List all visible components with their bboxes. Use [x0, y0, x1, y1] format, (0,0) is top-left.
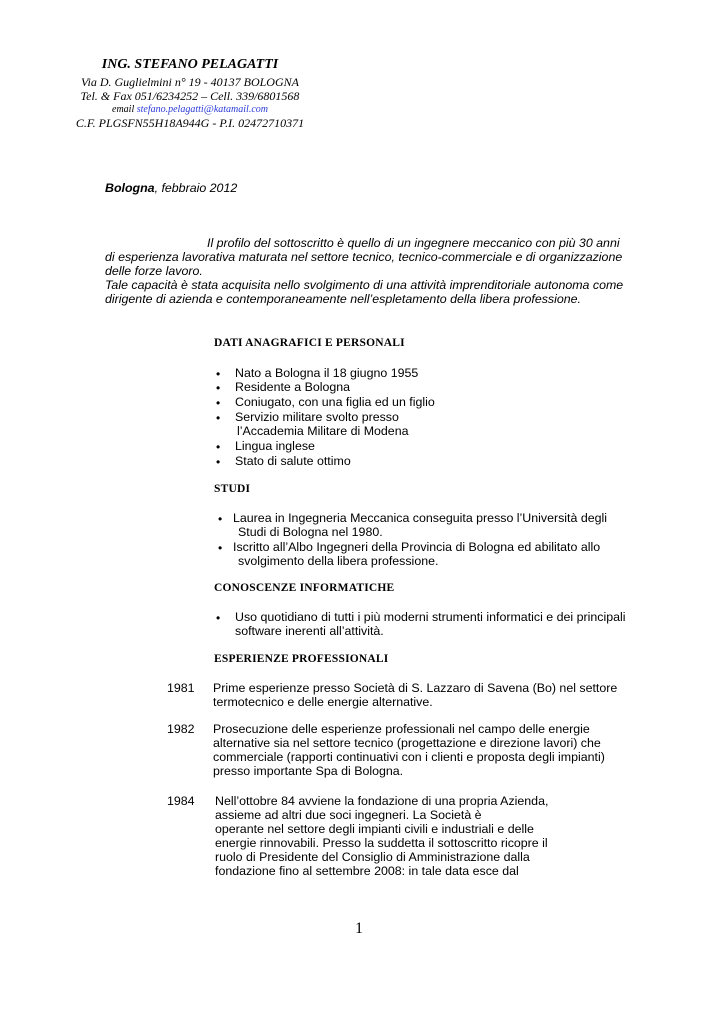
- date-month-year: , febbraio 2012: [154, 181, 238, 195]
- studies-degree-1: Laurea in Ingegneria Meccanica conseguita presso l’Università degli: [233, 511, 608, 525]
- bullet-icon: •: [216, 367, 221, 381]
- email-user[interactable]: stefano.pelagatti: [136, 104, 204, 115]
- personal-military-2: l’Accademia Militare di Modena: [237, 424, 409, 438]
- bullet-icon: •: [216, 381, 221, 395]
- intro-line-3: delle forze lavoro.: [105, 264, 203, 278]
- personal-residence: Residente a Bologna: [235, 380, 351, 394]
- header-name: ING. STEFANO PELAGATTI: [101, 57, 279, 72]
- personal-military-1: Servizio militare svolto presso: [235, 410, 399, 424]
- experience-1982-line-1: Prosecuzione delle esperienze professionali nel campo delle energie: [213, 722, 590, 736]
- experience-1984-line-4: energie rinnovabili. Presso la suddetta il sottoscritto ricopre il: [215, 836, 548, 850]
- personal-health: Stato di salute ottimo: [235, 454, 351, 468]
- experience-year-1982: 1982: [167, 722, 195, 736]
- experience-1984-line-2: assieme ad altri due soci ingegneri. La Società è: [215, 808, 482, 822]
- header-tax-ids: C.F. PLGSFN55H18A944G - P.I. 02472710371: [75, 116, 305, 130]
- experience-1982-line-2: alternative sia nel settore tecnico (progettazione e direzione lavori) che: [213, 736, 601, 750]
- experience-1982-line-3: commerciale (rapporti continuativi con i clienti e proposta degli impianti): [213, 750, 605, 764]
- computing-skills-2: software inerenti all’attività.: [235, 624, 384, 638]
- section-heading-experience: ESPERIENZE PROFESSIONALI: [214, 653, 389, 665]
- email-domain[interactable]: katamail.com: [213, 104, 268, 115]
- personal-birth: Nato a Bologna il 18 giugno 1955: [235, 366, 419, 380]
- experience-1981-line-1: Prime esperienze presso Società di S. Lazzaro di Savena (Bo) nel settore: [213, 681, 618, 695]
- intro-line-1: Il profilo del sottoscritto è quello di un ingegnere meccanico con più 30 anni: [207, 236, 620, 250]
- page-number: 1: [355, 920, 363, 937]
- section-heading-studies: STUDI: [214, 483, 251, 495]
- email-label: email: [112, 104, 135, 115]
- intro-line-5: dirigente di azienda e contemporaneamente nell’espletamento della libera professione.: [105, 292, 581, 306]
- date-city: Bologna: [105, 181, 155, 195]
- personal-marital: Coniugato, con una figlia ed un figlio: [235, 395, 435, 409]
- studies-register-2: svolgimento della libera professione.: [238, 554, 439, 568]
- computing-skills-1: Uso quotidiano di tutti i più moderni strumenti informatici e dei principali: [235, 610, 626, 624]
- bullet-icon: •: [216, 396, 221, 410]
- section-heading-personal: DATI ANAGRAFICI E PERSONALI: [214, 337, 405, 349]
- experience-1984-line-3: operante nel settore degli impianti civili e industriali e delle: [215, 822, 534, 836]
- experience-1981-line-2: termotecnico e delle energie alternative.: [213, 695, 433, 709]
- section-heading-computing: CONOSCENZE INFORMATICHE: [214, 582, 395, 594]
- bullet-icon: •: [216, 455, 221, 469]
- header-phone: Tel. & Fax 051/6234252 – Cell. 339/6801568: [80, 89, 300, 103]
- experience-1984-line-1: Nell’ottobre 84 avviene la fondazione di una propria Azienda,: [215, 794, 549, 808]
- personal-language: Lingua inglese: [235, 439, 315, 453]
- bullet-icon: •: [216, 611, 221, 625]
- bullet-icon: •: [218, 512, 223, 526]
- intro-line-4: Tale capacità è stata acquisita nello svolgimento di una attività imprenditoriale autonoma come: [105, 278, 624, 292]
- header-address: Via D. Guglielmini n° 19 - 40137 BOLOGNA: [81, 75, 299, 89]
- experience-1984-line-5: ruolo di Presidente del Consiglio di Amministrazione dalla: [215, 850, 530, 864]
- header-email: [50, 103, 330, 116]
- email-at[interactable]: @: [203, 103, 214, 115]
- experience-year-1984: 1984: [167, 794, 195, 808]
- bullet-icon: •: [216, 411, 221, 425]
- studies-register-1: Iscritto all’Albo Ingegneri della Provincia di Bologna ed abilitato allo: [233, 540, 601, 554]
- intro-line-2: di esperienza lavorativa maturata nel settore tecnico, tecnico-commerciale e di organizzazione: [105, 250, 623, 264]
- experience-1984-line-6: fondazione fino al settembre 2008: in tale data esce dal: [215, 864, 519, 878]
- bullet-icon: •: [216, 440, 221, 454]
- bullet-icon: •: [218, 541, 223, 555]
- experience-1982-line-4: presso importante Spa di Bologna.: [213, 764, 404, 778]
- experience-year-1981: 1981: [167, 681, 195, 695]
- document-date: [105, 181, 237, 195]
- studies-degree-2: Studi di Bologna nel 1980.: [238, 525, 383, 539]
